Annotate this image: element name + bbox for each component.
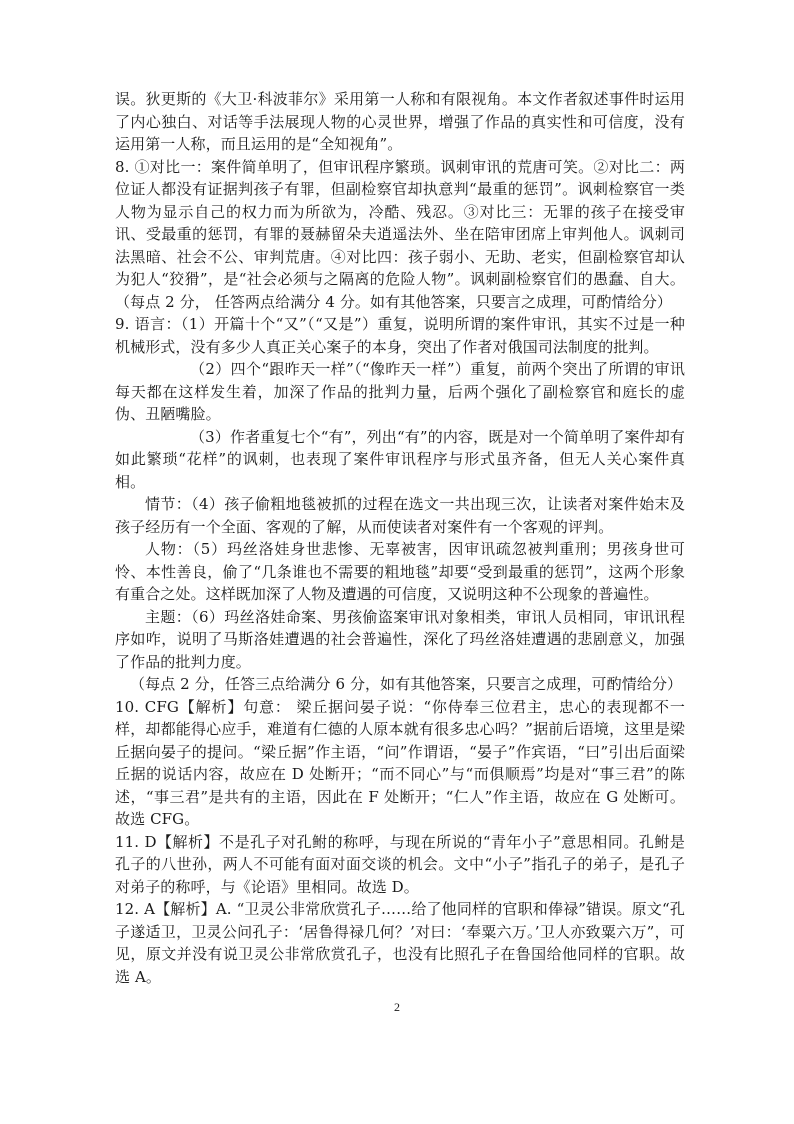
answer-9-language-1: 9. 语言：（1）开篇十个“又”（“又是”）重复，说明所谓的案件审讯，其实不过是一种机械形式，没有多少人真正关心案子的本身，突出了作者对俄国司法制度的批判。 bbox=[115, 315, 685, 356]
answer-11: 11. D【解析】不是孔子对孔鲋的称呼，与现在所说的“青年小子”意思相同。孔鲋是孔子的八世孙，两人不可能有面对面交谈的机会。文中“小子”指孔子的弟子，是孔子对弟子的称呼，与《论语》里相同。故选 D。 bbox=[115, 832, 685, 896]
paragraph-continuation: 误。狄更斯的《大卫·科波菲尔》采用第一人称和有限视角。本文作者叙述事件时运用了内心独白、对话等手法展现人物的心灵世界，增强了作品的真实性和可信度，没有运用第一人称，而且运用的是“全知视角”。 bbox=[115, 90, 685, 153]
answer-8: 8. ①对比一：案件简单明了，但审讯程序繁琐。讽刺审讯的荒唐可笑。②对比二：两位证人都没有证据判孩子有罪，但副检察官却执意判“最重的惩罚”。讽刺检察官一类人物为显示自己的权力而为所欲为，冷酷、残忍。③对比三：无罪的孩子在接受审讯、受最重的惩罚，有罪的聂赫留朵夫逍遥法外、坐在陪审团席上审判他人。讽刺司法黑暗、社会不公、审判荒唐。④对比四：孩子弱小、无助、老实，但副检察官却认为犯人“狡猾”，是“社会必须与之隔离的危险人物”。讽刺副检察官们的愚蠢、自大。（每点 2 分， 任答两点给满分 4 分。如有其他答案，只要言之成理，可酌情给分） bbox=[115, 157, 685, 311]
answer-12: 12. A【解析】A. “卫灵公非常欣赏孔子……给了他同样的官职和俸禄”错误。原文“孔子遂适卫，卫灵公问孔子：‘居鲁得禄几何？’对曰：‘奉粟六万。’卫人亦致粟六万”，可见，原文并没有说卫灵公非常欣赏孔子，也没有比照孔子在鲁国给他同样的官职。故选 A。 bbox=[115, 900, 685, 986]
answer-9-plot: 情节：（4）孩子偷粗地毯被抓的过程在选文一共出现三次，让读者对案件始末及孩子经历有一个全面、客观的了解，从而使读者对案件有一个客观的评判。 bbox=[115, 495, 685, 536]
page-number: 2 bbox=[394, 1000, 400, 1014]
answer-10: 10. CFG【解析】句意： 梁丘据问晏子说：“你侍奉三位君主，忠心的表现都不一样，却都能得心应手，难道有仁德的人原本就有很多忠心吗？”据前后语境，这里是梁丘据向晏子的提问。“梁丘据”作主语，“问”作谓语，“晏子”作宾语，“曰”引出后面梁丘据的说话内容，故应在 D 处断开；“而不同心”与“而俱顺焉”均是对“事三君”的陈述，“事三君”是共有的主语，因此在 F 处断开；“仁人”作主语，故应在 G 处断可。故选 CFG。 bbox=[115, 697, 685, 828]
answer-9-language-3: （3）作者重复七个“有”，列出“有”的内容，既是对一个简单明了案件却有如此繁琐“花样”的讽刺，也表现了案件审讯程序与形式虽齐备，但无人关心案件真相。 bbox=[115, 427, 685, 491]
answer-9-language-2: （2）四个“跟昨天一样”（“像昨天一样”）重复，前两个突出了所谓的审讯每天都在这样发生着，加深了作品的批判力量，后两个强化了副检察官和庭长的虚伪、丑陋嘴脸。 bbox=[115, 360, 685, 423]
answer-text-body bbox=[115, 88, 685, 988]
answer-9-character: 人物：（5）玛丝洛娃身世悲惨、无辜被害，因审讯疏忽被判重刑；男孩身世可怜、本性善良，偷了“几条谁也不需要的粗地毯”却要“受到最重的惩罚”，这两个形象有重合之处。这样既加深了人物及遭遇的可信度，又说明这种不公现象的普遍性。 bbox=[115, 540, 685, 603]
answer-9-scoring-note: （每点 2 分，任答三点给满分 6 分，如有其他答案，只要言之成理，可酌情给分） bbox=[130, 675, 683, 693]
answer-9-theme: 主题：（6）玛丝洛娃命案、男孩偷盗案审讯对象相类，审讯人员相同，审讯讯程序如咋，说明了马斯洛娃遭遇的社会普遍性，深化了玛丝洛娃遭遇的悲剧意义，加强了作品的批判力度。 bbox=[115, 607, 685, 671]
